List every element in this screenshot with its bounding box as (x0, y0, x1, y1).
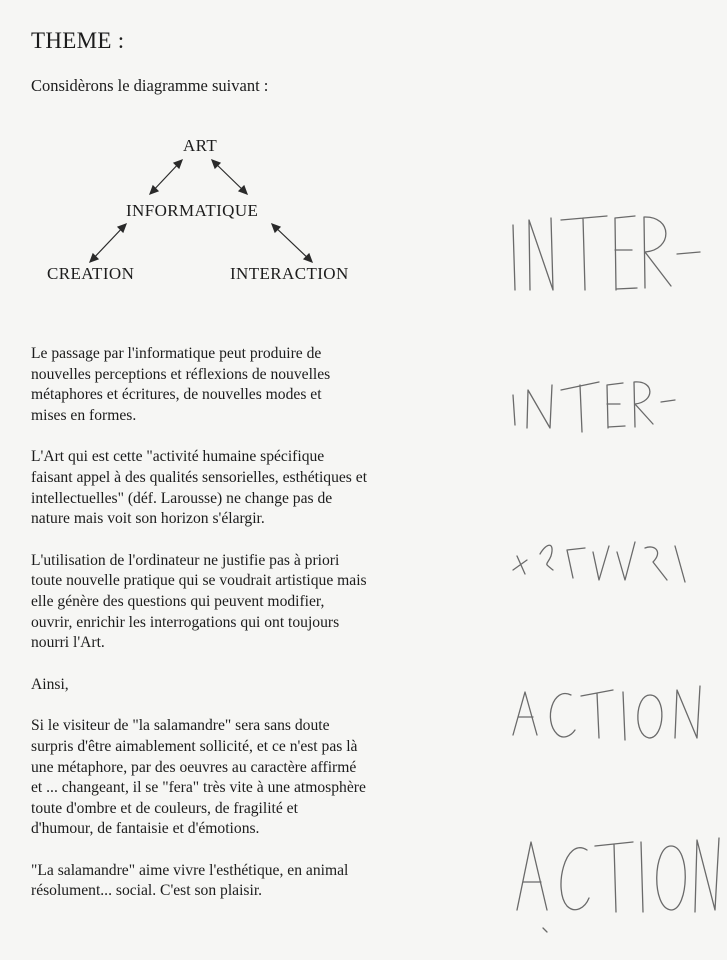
text-line: Ainsi, (31, 675, 69, 693)
paragraph-4 (31, 675, 461, 696)
paragraph-2 (31, 447, 461, 529)
diagram-node-interaction: INTERACTION (230, 264, 349, 283)
diagram-node-art: ART (183, 136, 218, 155)
paragraph-6 (31, 861, 461, 902)
page-title: THEME : (31, 28, 125, 53)
handwritten-word-inter-2 (513, 382, 675, 432)
handwritten-word-action-2 (517, 838, 719, 932)
text-line: ouvrir, enrichir les interrogations qui ont toujours (31, 613, 340, 631)
paragraph-3 (31, 551, 461, 654)
text-line: Si le visiteur de "la salamandre" sera sans doute (31, 717, 330, 735)
text-line: intellectuelles" (déf. Larousse) ne change pas de (31, 489, 333, 507)
text-line: Le passage par l'informatique peut produire de (31, 345, 322, 362)
text-line: L'Art qui est cette "activité humaine spécifique (31, 448, 325, 466)
text-line: faisant appel à des qualités sensorielles, esthétiques et (31, 468, 368, 486)
arrow-informatique-interaction (272, 224, 312, 262)
text-line: toute nouvelle pratique qui se voudrait artistique mais (31, 572, 367, 590)
arrow-informatique-creation (90, 224, 126, 262)
handwritten-word-scribble (513, 542, 685, 582)
text-line: métaphores et écritures, de nouvelles modes et (31, 386, 322, 404)
handwritten-sketches (495, 190, 727, 950)
text-line: nourri l'Art. (31, 634, 105, 652)
text-line: toute d'ombre et de couleurs, de fragilité et (31, 799, 298, 817)
text-line: elle génère des questions qui peuvent modifier, (31, 592, 325, 610)
text-line: mises en formes. (31, 406, 137, 424)
diagram-node-informatique: INFORMATIQUE (126, 201, 259, 220)
paragraph-5 (31, 716, 461, 840)
arrow-art-informatique-right (212, 160, 247, 194)
paragraph-1 (31, 344, 461, 426)
intro-line: Considèrons le diagramme suivant : (31, 76, 269, 95)
text-line: L'utilisation de l'ordinateur ne justifie pas à priori (31, 551, 340, 569)
text-line: résolument... social. C'est son plaisir. (31, 882, 263, 900)
text-line: "La salamandre" aime vivre l'esthétique, en animal (31, 861, 349, 879)
concept-diagram (40, 130, 380, 300)
text-line: une métaphore, par des oeuvres au caractère affirmé (31, 758, 357, 776)
arrow-art-informatique-left (150, 160, 182, 194)
diagram-node-creation: CREATION (47, 264, 135, 283)
handwritten-word-inter-1 (513, 216, 700, 290)
text-line: et ... changeant, il se "fera" très vite à une atmosphère (31, 779, 366, 797)
body-text (31, 344, 461, 923)
handwritten-word-action-1 (513, 686, 700, 740)
text-line: nature mais voit son horizon s'élargir. (31, 510, 265, 528)
text-line: surpris d'être aimablement sollicité, et ce n'est pas là (31, 737, 358, 755)
text-line: d'humour, de fantaisie et d'émotions. (31, 820, 260, 838)
text-line: nouvelles perceptions et réflexions de nouvelles (31, 365, 331, 383)
